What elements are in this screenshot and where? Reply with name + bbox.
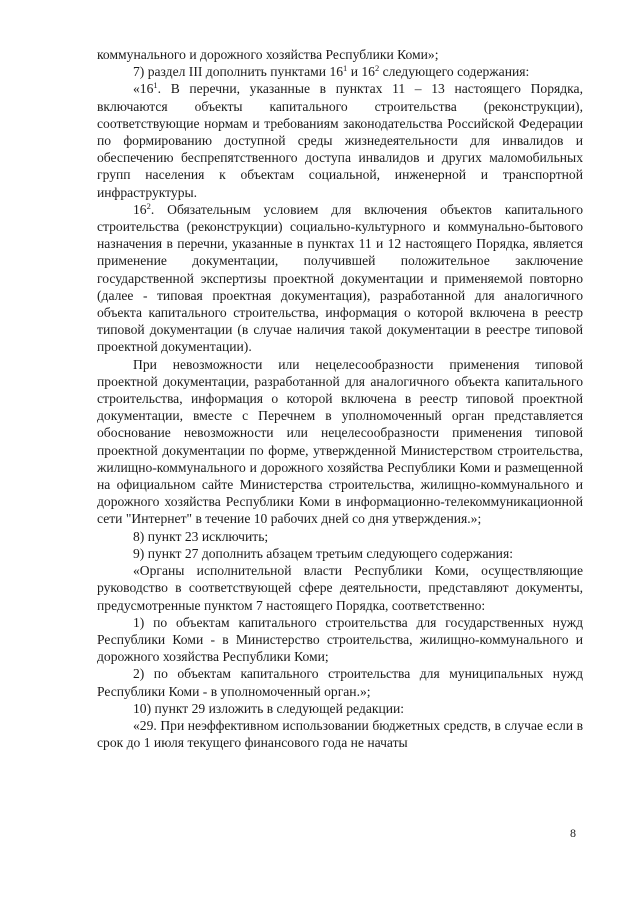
text-line: 1) по объектам капитального строительства для государственных нужд Республики Коми - в Министерство строительства, жилищно-коммунального и дорожного хозяйства Республики Коми; [97, 614, 583, 665]
paragraph-impossibility [97, 356, 583, 528]
paragraph-item-7 [97, 63, 583, 80]
text-fragment: . В перечни, указанные в пунктах 11 – 13 настоящего Порядка, включаются объекты капитального строительства (реконструкции), соответствующие нормам и требованиям законодательства Российской Федерации по формированию доступной среды жизнедеятельности для инвалидов и обеспечению беспрепятственного доступа инвалидов и других маломобильных групп населения к объектам социальной, инженерной и транспортной инфраструктуры. [97, 81, 583, 200]
text-line: 2) по объектам капитального строительства для муниципальных нужд Республики Коми - в уполномоченный орган.»; [97, 666, 583, 699]
superscript: 1 [343, 63, 348, 74]
paragraph-29 [97, 717, 583, 751]
page-number: 8 [570, 826, 576, 840]
text-fragment: 7) раздел III дополнить пунктами 16 [133, 64, 344, 80]
text-fragment: . Обязательным условием для включения объектов капитального строительства (реконструкции) социально-культурного и коммунально-бытового назначения в перечни, указанные в пунктах 11 и 12 настоящего Порядка, является применение документации, получившей положительное заключение государственной экспертизы проектной документации и применяемой повторно (далее - типовая проектная документация), разработанной для аналогичного объекта капитального строительства, информация о которой включена в реестр типовой документации (в случае наличия такой документации в реестре типовой проектной документации). [97, 201, 583, 355]
paragraph-item-10 [97, 700, 583, 717]
text-line: 10) пункт 29 изложить в следующей редакции: [133, 700, 405, 716]
text-line: «29. При неэффективном использовании бюджетных средств, в случае если в срок до 1 июля текущего финансового года не начаты [97, 717, 583, 751]
text-line: При невозможности или нецелесообразности применения типовой проектной документации, разработанной для аналогичного объекта капитального строительства, информация о которой включена в реестр типовой проектной документации, вместе с Перечнем в уполномоченный орган представляется обоснование невозможности или нецелесообразности применения типовой проектной документации по форме, утвержденной Министерством строительства, жилищно-коммунального и дорожного хозяйства Республики Коми и размещенной на официальном сайте Министерства строительства, жилищно-коммунального и дорожного хозяйства Республики Коми в информационно-телекоммуникационной сети "Интернет" в течение 10 рабочих дней со дня утверждения.»; [97, 356, 583, 527]
paragraph-item-9 [97, 545, 583, 562]
text-line: «Органы исполнительной власти Республики Коми, осуществляющие руководство в соответствующей сфере деятельности, представляют документы, предусмотренные пунктом 7 настоящего Порядка, соответственно: [97, 563, 583, 613]
paragraph-subitem-2 [97, 665, 583, 699]
superscript: 2 [374, 63, 380, 74]
text-fragment: и 16 [347, 64, 375, 80]
document-body [97, 46, 583, 751]
text-fragment: 16 [133, 201, 147, 217]
text-line: 9) пункт 27 дополнить абзацем третьим следующего содержания: [133, 545, 513, 561]
paragraph-item-8 [97, 528, 583, 545]
text-fragment: «16 [133, 81, 154, 97]
paragraph-subitem-1 [97, 614, 583, 666]
paragraph-16-2 [97, 201, 583, 356]
text-line: 8) пункт 23 исключить; [133, 528, 269, 544]
paragraph-intro-line [97, 46, 583, 63]
text-line: коммунального и дорожного хозяйства Республики Коми»; [97, 47, 439, 62]
superscript: 1 [153, 80, 158, 91]
paragraph-16-1 [97, 80, 583, 200]
text-fragment: следующего содержания: [379, 64, 530, 80]
superscript: 2 [146, 200, 151, 211]
paragraph-organs [97, 562, 583, 614]
